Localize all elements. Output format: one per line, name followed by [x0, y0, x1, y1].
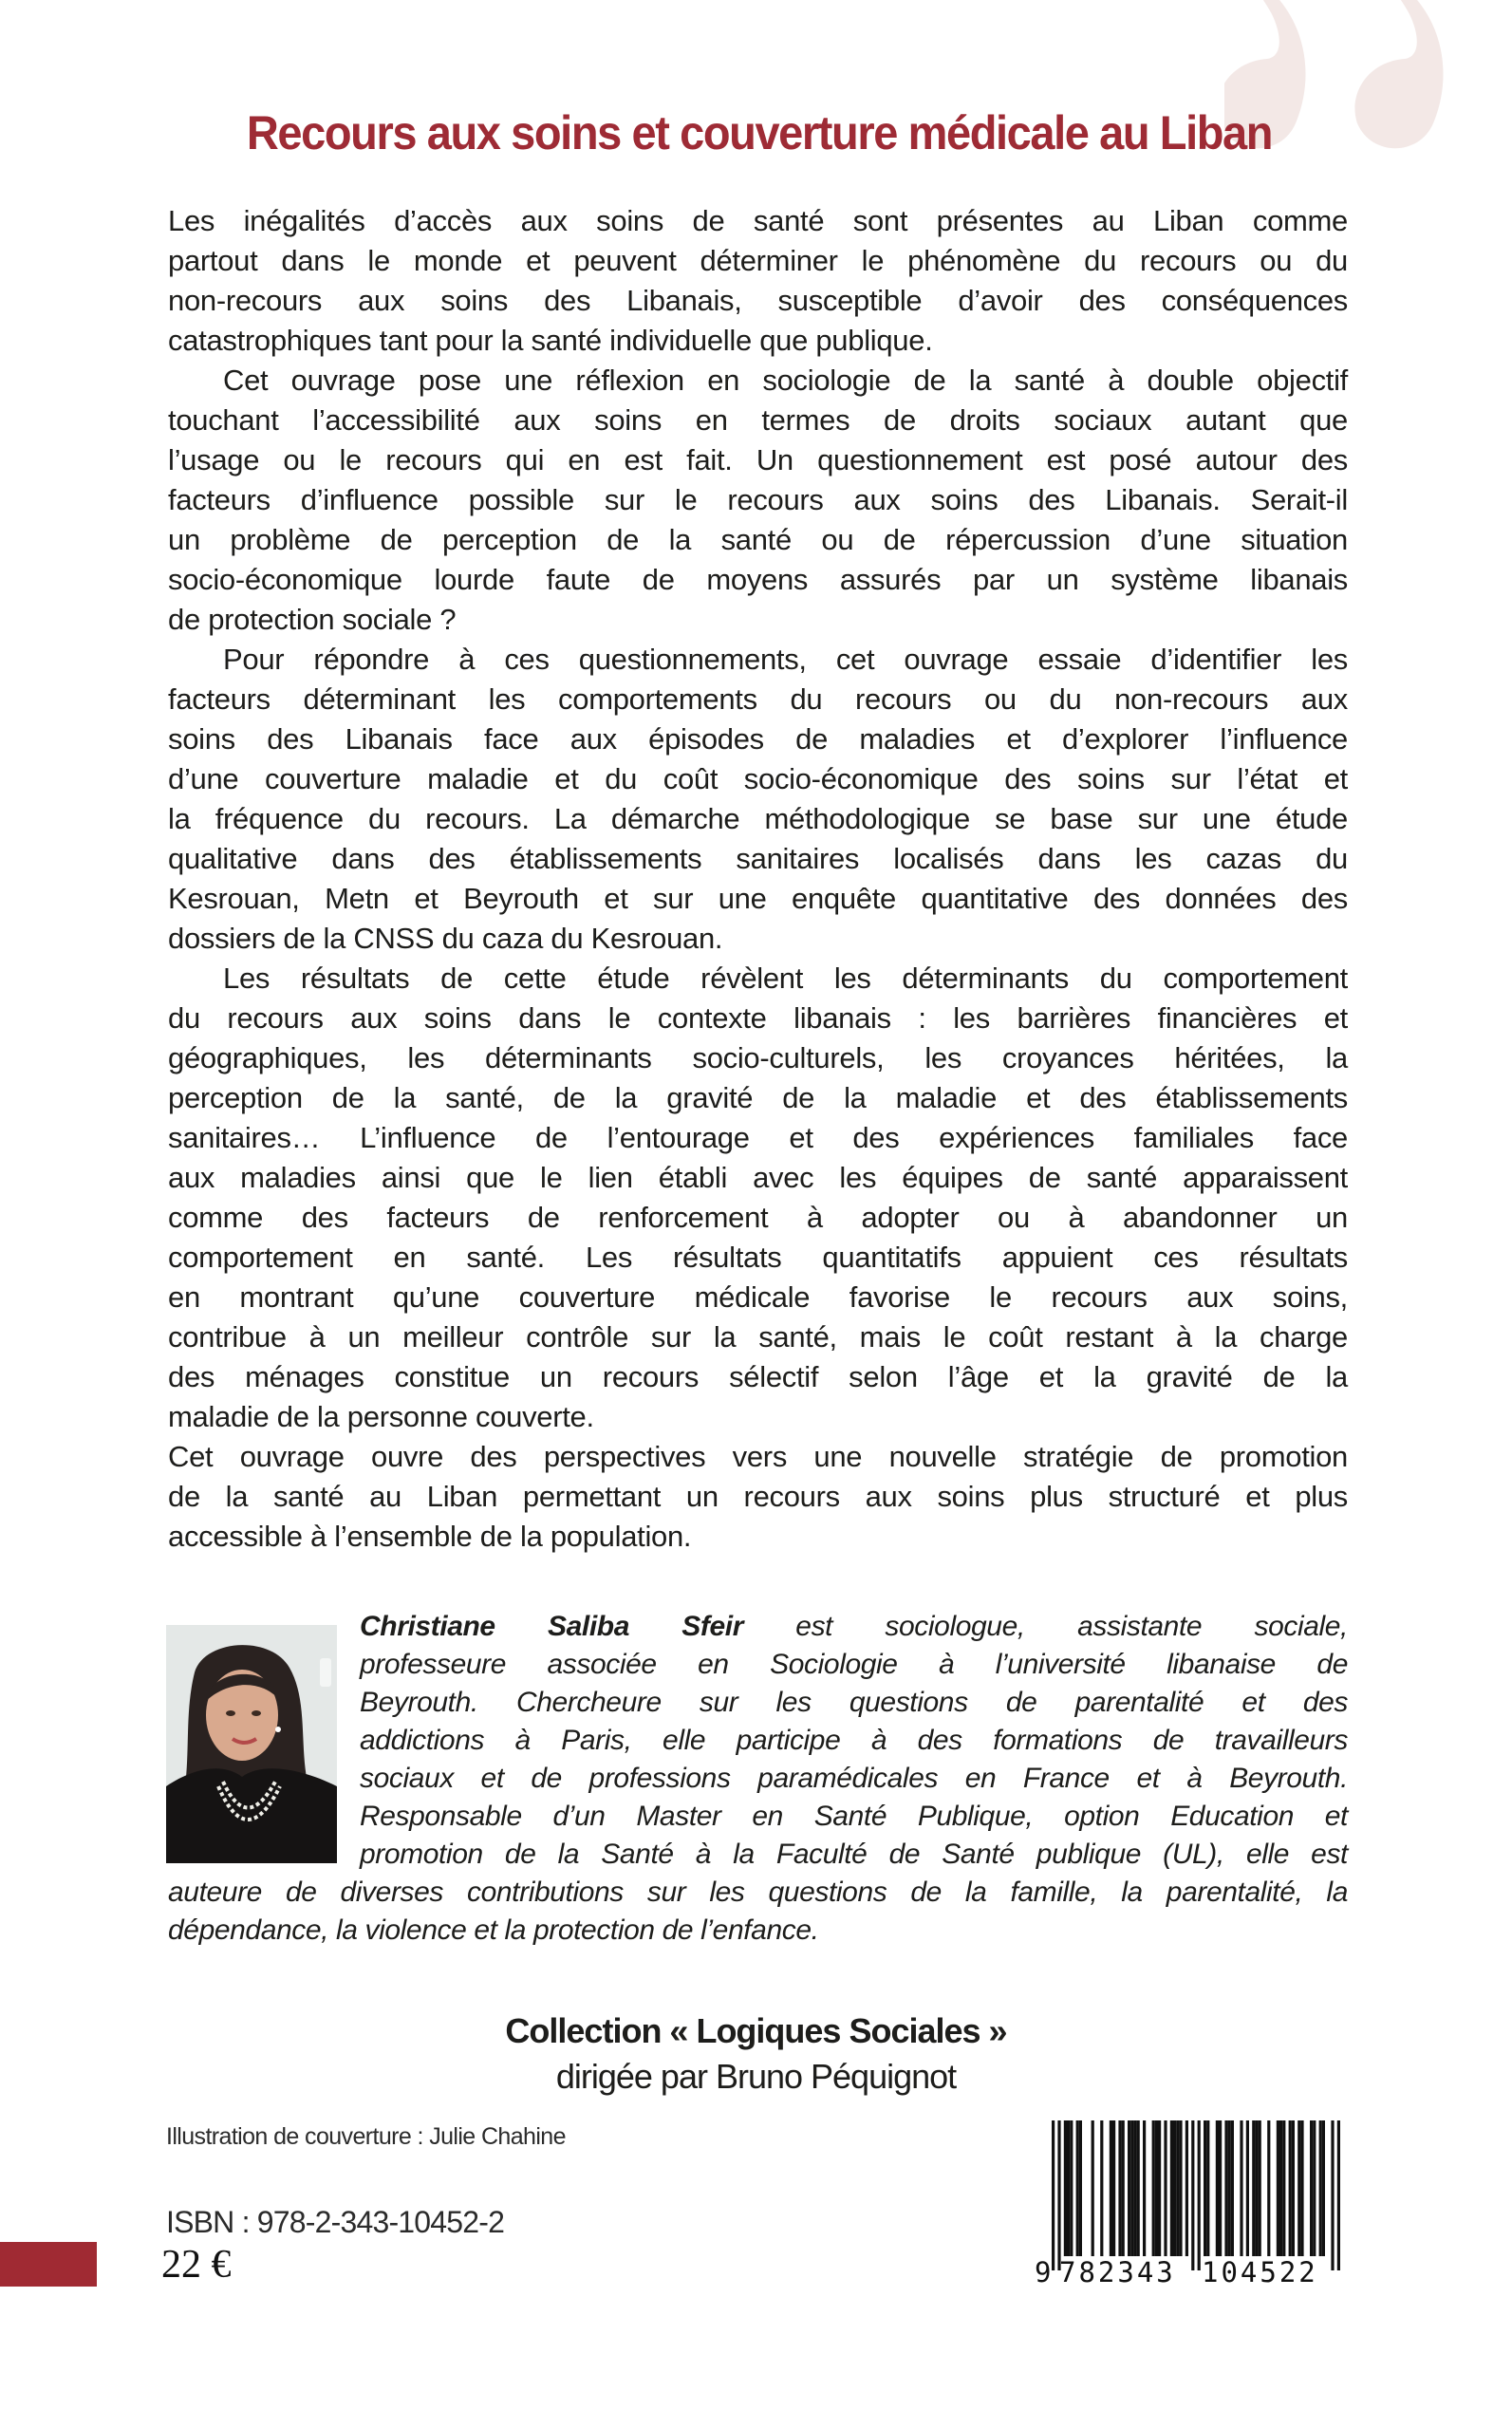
barcode-bar	[1170, 2120, 1173, 2256]
barcode-bar	[1155, 2120, 1158, 2256]
barcode-bar	[1277, 2120, 1279, 2256]
barcode-bar	[1164, 2120, 1167, 2256]
barcode-bar	[1143, 2120, 1146, 2256]
barcode-bar	[1255, 2120, 1258, 2256]
barcode-bar	[1300, 2120, 1303, 2256]
illustration-credit: Illustration de couverture : Julie Chahine	[166, 2123, 566, 2150]
barcode-digit-lead: 9	[1035, 2256, 1052, 2288]
accent-bar	[0, 2242, 97, 2287]
summary-line: maladie de la personne couverte.	[168, 1400, 594, 1433]
summary-line: du recours aux soins dans le contexte libanais : les barrières financières et	[168, 1001, 1348, 1035]
summary-line: la fréquence du recours. La démarche méthodologique se base sur une étude	[168, 802, 1348, 835]
barcode-bar	[1216, 2120, 1219, 2256]
barcode-bar	[1158, 2120, 1161, 2256]
barcode-bar	[1267, 2120, 1270, 2256]
barcode-bar	[1118, 2120, 1121, 2256]
bio-line: addictions à Paris, elle participe à des formations de travailleurs	[360, 1725, 1348, 1756]
isbn: ISBN : 978-2-343-10452-2	[166, 2205, 505, 2239]
summary-line: comme des facteurs de renforcement à adopter ou à abandonner un	[168, 1201, 1348, 1234]
barcode-bar	[1319, 2120, 1322, 2256]
barcode-bar	[1076, 2120, 1079, 2256]
summary-line: accessible à l’ensemble de la population.	[168, 1520, 692, 1553]
barcode-bar	[1079, 2120, 1082, 2256]
summary-line: socio-économique lourde faute de moyens assurés par un système libanais	[168, 563, 1348, 596]
bio-line	[360, 1608, 1348, 1646]
collection-director: dirigée par Bruno Péquignot	[555, 2057, 957, 2096]
summary-line: Cet ouvrage ouvre des perspectives vers une nouvelle stratégie de promotion	[168, 1440, 1348, 1473]
barcode-bar	[1052, 2120, 1055, 2270]
barcode-bar	[1289, 2120, 1292, 2256]
barcode-bar	[1179, 2120, 1182, 2256]
barcode-bar	[1313, 2120, 1316, 2256]
summary-line: en montrant qu’une couverture médicale favorise le recours aux soins,	[168, 1280, 1348, 1314]
barcode-bar	[1252, 2120, 1255, 2256]
summary-line: qualitative dans des établissements sanitaires localisés dans les cazas du	[168, 842, 1348, 875]
summary-line: géographiques, les déterminants socio-culturels, les croyances héritées, la	[168, 1041, 1348, 1074]
barcode-bar	[1204, 2120, 1206, 2256]
collection-name: Collection « Logiques Sociales »	[505, 2011, 1007, 2050]
summary-line: comportement en santé. Les résultats quantitatifs appuient ces résultats	[168, 1241, 1348, 1274]
barcode-bar	[1231, 2120, 1234, 2256]
bio-line: promotion de la Santé à la Faculté de Santé publique (UL), elle est	[360, 1839, 1348, 1870]
barcode-bar	[1176, 2120, 1179, 2256]
barcode	[1031, 2119, 1353, 2289]
bio-line: professeure associée en Sociologie à l’université libanaise de	[360, 1649, 1348, 1680]
barcode-bar	[1122, 2120, 1125, 2256]
summary-line: non-recours aux soins des Libanais, susceptible d’avoir des conséquences	[168, 284, 1348, 317]
barcode-bar	[1246, 2120, 1249, 2256]
barcode-bar	[1279, 2120, 1282, 2256]
barcode-bar	[1110, 2120, 1112, 2256]
barcode-bar	[1310, 2120, 1313, 2256]
summary-line: d’une couverture maladie et du coût socio-économique des soins sur l’état et	[168, 762, 1348, 795]
barcode-bar	[1130, 2120, 1133, 2256]
barcode-bar	[1064, 2120, 1067, 2256]
summary-line: facteurs déterminant les comportements du recours ou du non-recours aux	[168, 682, 1348, 716]
summary-line: dossiers de la CNSS du caza du Kesrouan.	[168, 922, 723, 955]
summary-line: des ménages constitue un recours sélectif selon l’âge et la gravité de la	[168, 1360, 1348, 1393]
bio-line: Beyrouth. Chercheure sur les questions de parentalité et des	[360, 1687, 1348, 1718]
summary-line: soins des Libanais face aux épisodes de maladies et d’explorer l’influence	[168, 722, 1348, 756]
summary-line: contribue à un meilleur contrôle sur la santé, mais le coût restant à la charge	[168, 1320, 1348, 1354]
barcode-bar	[1198, 2120, 1201, 2270]
summary-line: perception de la santé, de la gravité de la maladie et des établissements	[168, 1081, 1348, 1114]
barcode-bar	[1185, 2120, 1188, 2256]
barcode-bar	[1191, 2120, 1194, 2270]
barcode-bar	[1224, 2120, 1227, 2256]
barcode-bar	[1057, 2120, 1060, 2270]
barcode-bar	[1292, 2120, 1295, 2256]
bio-line: dépendance, la violence et la protection de l’enfance.	[168, 1914, 819, 1946]
barcode-bar	[1070, 2120, 1073, 2256]
summary-line: catastrophiques tant pour la santé individuelle que publique.	[168, 324, 933, 357]
barcode-bar	[1206, 2120, 1209, 2256]
barcode-bar	[1137, 2120, 1140, 2256]
barcode-bar	[1152, 2120, 1155, 2256]
barcode-bar	[1228, 2120, 1231, 2256]
summary-line: Pour répondre à ces questionnements, cet ouvrage essaie d’identifier les	[223, 643, 1348, 676]
summary-line: Kesrouan, Metn et Beyrouth et sur une enquête quantitative des données des	[168, 882, 1348, 915]
barcode-bar	[1100, 2120, 1103, 2256]
summary-line: facteurs d’influence possible sur le recours aux soins des Libanais. Serait-il	[168, 483, 1348, 516]
bio-line: sociaux et de professions paramédicales en France et à Beyrouth.	[360, 1763, 1348, 1794]
summary-line: Cet ouvrage pose une réflexion en sociologie de la santé à double objectif	[223, 364, 1348, 397]
barcode-bar	[1297, 2120, 1300, 2256]
summary-line: Les inégalités d’accès aux soins de santé sont présentes au Liban comme	[168, 204, 1348, 237]
bio-line: Responsable d’un Master en Santé Publique, option Education et	[360, 1801, 1348, 1832]
barcode-bar	[1128, 2120, 1130, 2256]
barcode-bar	[1240, 2120, 1242, 2256]
barcode-bar	[1173, 2120, 1176, 2256]
barcode-digits-right: 104522	[1202, 2256, 1318, 2288]
barcode-bar	[1337, 2120, 1340, 2270]
barcode-bar	[1092, 2120, 1094, 2256]
summary-line: sanitaires… L’influence de l’entourage et des expériences familiales face	[168, 1121, 1348, 1154]
summary-line: l’usage ou le recours qui en est fait. Un questionnement est posé autour des	[168, 443, 1348, 476]
author-name: Christiane Saliba Sfeir	[360, 1611, 743, 1642]
price: 22 €	[161, 2243, 232, 2287]
bio-line: auteure de diverses contributions sur les questions de la famille, la parentalité, la	[168, 1877, 1348, 1908]
book-title: Recours aux soins et couverture médicale au Liban	[246, 106, 1273, 159]
barcode-bar	[1282, 2120, 1285, 2256]
summary-line: aux maladies ainsi que le lien établi avec les équipes de santé apparaissent	[168, 1161, 1348, 1194]
summary-line: partout dans le monde et peuvent déterminer le phénomène du recours ou du	[168, 244, 1348, 277]
barcode-bar	[1112, 2120, 1115, 2256]
summary-line: Les résultats de cette étude révèlent les déterminants du comportement	[223, 962, 1348, 995]
barcode-digits-left: 782343	[1059, 2256, 1176, 2288]
barcode-bar	[1219, 2120, 1222, 2256]
summary-line: un problème de perception de la santé ou de répercussion d’une situation	[168, 523, 1348, 556]
summary-line: de la santé au Liban permettant un recours aux soins plus structuré et plus	[168, 1480, 1348, 1513]
barcode-bar	[1331, 2120, 1334, 2270]
barcode-bar	[1133, 2120, 1136, 2256]
barcode-bar	[1322, 2120, 1325, 2256]
bio-text: est sociologue, assistante sociale,	[742, 1611, 1348, 1642]
barcode-bar	[1259, 2120, 1261, 2256]
author-bio	[168, 1608, 1348, 1950]
summary-text	[168, 201, 1348, 1557]
summary-line: de protection sociale ?	[168, 603, 457, 636]
summary-line: touchant l’accessibilité aux soins en termes de droits sociaux autant que	[168, 403, 1348, 437]
barcode-bars	[1052, 2120, 1340, 2270]
barcode-bar	[1067, 2120, 1070, 2256]
